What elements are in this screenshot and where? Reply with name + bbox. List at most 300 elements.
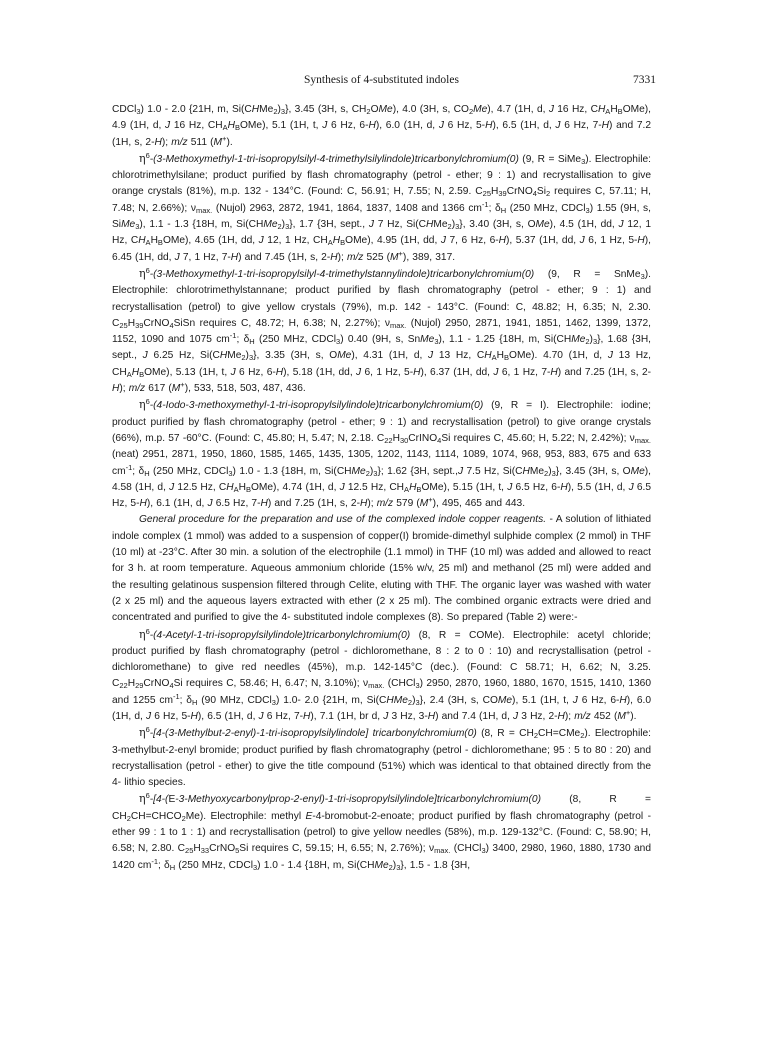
text-run: 3 [640, 271, 645, 281]
text-run: 579 ( [393, 498, 420, 510]
text-run: A [605, 107, 611, 116]
text-run: 13 Hz, CH [112, 350, 651, 378]
text-run: 3 [592, 337, 598, 347]
text-run: H [275, 366, 284, 378]
text-run: J [165, 120, 171, 132]
text-run: Me [535, 219, 550, 231]
text-run: (9, R = I). Electrophile: iodine; product purified by flash chromatography (petrol - ether; 9 : 1) and recrystallisation (petrol) to give orange crystals (66%), m.p. 57 -60°C. (Found: C, 45.80; H, 5.47; N, 2.18. C [112, 400, 651, 444]
text-run: 2 [544, 468, 549, 478]
text-run: 3 [135, 222, 140, 232]
text-run: J [339, 481, 345, 493]
text-run: H [427, 710, 436, 722]
text-run: ); [564, 710, 575, 722]
text-run: B [617, 107, 623, 116]
text-run: ), 4.7 (1H, d, [487, 104, 549, 115]
text-run: CrNO [143, 678, 170, 690]
text-run: H [154, 136, 162, 148]
text-run: 6 Hz, 5- [443, 120, 486, 132]
text-run: }, 3.45 (3H, s, CH [285, 104, 367, 115]
text-run: ); [367, 498, 377, 510]
text-run: H [386, 694, 394, 706]
text-run: 2 [241, 353, 246, 363]
text-run: J [258, 710, 264, 722]
text-run: 16 Hz, CH [170, 120, 223, 132]
text-run: ) and 7.25 (1H, s, 2- [267, 498, 360, 510]
text-run: 2 [388, 862, 393, 872]
text-run: H [219, 350, 228, 362]
text-run: 2 [277, 222, 282, 232]
text-run: 6 [145, 791, 150, 801]
text-run: CrNO [209, 843, 236, 855]
text-run: -(3-Methoxymethyl-1-tri-isopropylsilyl-4-trimethylstannylindole)tricarbonylchromium(0) [149, 268, 535, 280]
text-run: }, 3.45 (3H, s, O [555, 465, 631, 477]
text-run: Me [433, 219, 448, 231]
text-run: 6 Hz, 5- [151, 710, 191, 722]
text-run: 3 [585, 205, 590, 215]
text-run: 6 [145, 397, 150, 407]
text-run: ) [548, 465, 552, 477]
text-run: + [222, 133, 227, 143]
text-run: 25 [185, 846, 194, 856]
text-run: m/z [128, 383, 146, 395]
text-run: OMe), 4.65 (1H, dd, [162, 235, 259, 247]
page-number: 7331 [633, 74, 656, 86]
text-run: J [146, 710, 152, 722]
text-run: H [193, 843, 201, 855]
text-run: ) [281, 219, 286, 231]
text-run: CrNO [506, 186, 533, 198]
text-run: 29 [135, 681, 144, 691]
text-run: ) 1.0 - 1.3 {18H, m, Si(CH [232, 465, 352, 477]
text-run: 6, 1 Hz, 5- [584, 235, 638, 247]
text-run: - A solution of lithiated indole complex (1 mmol) was added to a suspension of copper(I) bromide-dimethyl sulphide complex (2 mmol) in THF (10 ml) at -23°C. After 30 min. a solution of the electrophile (1.1 mmol) in THF (10 ml) was added and allowed to react for 3 h. at room temperature. Aqueous ammonium chloride (15% w/v, 25 ml) and methanol (25 ml) were added and the resulting gelatinous suspension filtered through Celite, eluting with THF. The organic layer was washed with water (2 x 25 ml) and the aqueous layers extracted with ether (2 x 25 ml). The combined organic extracts were dried and concentrated and purified to give the 4- substituted indole complexes (8). So prepared (Table 2) were:- [112, 514, 651, 624]
text-run: ) [412, 694, 416, 706]
text-run: M [390, 251, 399, 263]
text-run: ; δ [179, 694, 192, 706]
text-run: }, 1.5 - 1.8 {3H, [400, 859, 471, 871]
text-run: 2 [407, 697, 413, 707]
text-run: ), 7.1 (1H, br d, [310, 710, 384, 722]
text-run: (8, R = CH [476, 728, 534, 740]
text-run: }, 2.4 (3H, s, CO [419, 694, 498, 706]
text-run: 2 [447, 222, 452, 232]
text-run: ); [119, 383, 129, 395]
text-run: η [139, 398, 146, 412]
text-run: H [131, 366, 140, 378]
text-run: H [359, 498, 368, 510]
text-run: SiSn requires C, 48.72; H, 6.38; N, 2.27%); ν [173, 317, 390, 329]
text-run: + [180, 380, 185, 390]
text-run: General procedure for the preparation and use of the complexed indole copper reagents. [139, 514, 547, 526]
text-run: H [169, 862, 176, 872]
text-run: η [139, 627, 146, 641]
text-run: H [190, 710, 198, 722]
text-run: B [245, 484, 251, 494]
paragraph [112, 397, 651, 512]
text-run: J [356, 366, 362, 378]
text-run: (8, R = CH [112, 794, 651, 822]
text-run: H [610, 104, 618, 115]
text-run: Me [529, 465, 545, 477]
text-run: B [340, 238, 346, 248]
text-run: 6, 1 Hz, 7- [498, 366, 551, 378]
text-run: H [238, 481, 246, 493]
text-run: Me [227, 350, 242, 362]
text-run: 6 Hz, 6- [235, 366, 276, 378]
text-run: η [139, 266, 146, 280]
text-run: A [126, 369, 132, 379]
text-run: OMe), 4.95 (1H, dd, [345, 235, 441, 247]
text-run: ) 1.0- 2.0 {21H, m, Si(C [275, 694, 387, 706]
text-run: H [150, 235, 158, 247]
text-run: 511 ( [187, 136, 214, 148]
text-run: B [234, 123, 240, 133]
text-run: OMe), 5.13 (1H, t, [144, 366, 231, 378]
text-run: H [522, 465, 530, 477]
text-run: ), 533, 518, 503, 487, 436. [184, 383, 306, 395]
text-run: J [174, 251, 180, 263]
text-run: + [625, 707, 631, 717]
text-run: Me [259, 104, 274, 115]
text-run: + [398, 248, 403, 258]
text-run: CH=CHCO [130, 810, 182, 822]
text-run: 4 [437, 435, 442, 445]
text-run: J [548, 104, 554, 115]
text-run: 4 [532, 189, 537, 199]
text-run: 3 [434, 337, 439, 347]
text-run: H [413, 366, 421, 378]
text-run: Me [497, 694, 513, 706]
text-run: 2 [468, 107, 474, 116]
running-header [112, 74, 656, 92]
text-run: H [227, 120, 235, 132]
text-run: B [416, 484, 422, 494]
text-run: OMe), 4.9 (1H, d, [112, 104, 651, 132]
text-run: η [139, 151, 146, 165]
text-run: J [230, 366, 236, 378]
text-run: Si [536, 186, 546, 198]
text-run: -(4-Iodo-3-methoxymethyl-1-tri-isopropylsilylindole)tricarbonylchromium(0) [149, 400, 484, 412]
text-run: 3 [136, 107, 141, 116]
text-run: ). Electrophile: chlorotrimethylsilane; product purified by flash chromatography (petrol - ether; 9 : 1) and recrystallisation to give orange crystals (81%), m.p. 132 - 134°C. (Found: C, 56.91; H, 7.55; N, 2.59. C [112, 153, 651, 198]
text-run: 3 [336, 337, 341, 347]
text-run: (8, R = COMe). Electrophile: acetyl chloride; product purified by flash chromatography (petrol - dichloromethane, 8 : 2 to 0 : 10) and recrystallisation (petrol - dichloromethane) to give red needles (45%), m.p. 142-145°C (dec.). (Found: C 58.71; H, 6.62; N, 3.25. C [112, 629, 651, 690]
text-run: B [139, 369, 145, 379]
text-run: H [249, 337, 255, 347]
text-run: 4 [169, 681, 174, 691]
text-run: M [171, 383, 181, 395]
text-run: M [213, 136, 223, 148]
text-run: ), 5.5 (1H, d, [567, 481, 629, 493]
text-run: J [513, 710, 519, 722]
text-run: 3 [228, 468, 233, 478]
text-run: B [157, 238, 163, 248]
text-run: J [628, 481, 634, 493]
text-run: H [557, 710, 565, 722]
paragraph [112, 512, 651, 626]
text-run: ) 1.0 - 1.4 {18H, m, Si(CH [257, 859, 375, 871]
text-run: ), 6.0 (1H, d, [375, 120, 439, 132]
text-run: J [607, 350, 613, 362]
text-run: (250 MHz, CDCl [175, 859, 253, 871]
text-run: ) and 7.25 (1H, s, 2- [557, 366, 652, 378]
text-run: 452 ( [590, 710, 618, 722]
text-run: 7 Hz, Si(C [373, 219, 427, 231]
text-run: ), 6.45 (1H, dd, [112, 235, 652, 263]
text-run: 2 [366, 107, 371, 116]
text-run: H [139, 498, 147, 510]
text-run: ), 4.31 (1H, d, [351, 350, 429, 362]
text-run: J [368, 219, 374, 231]
text-run: -1 [151, 856, 159, 866]
text-run: Me). Electrophile: methyl [185, 810, 306, 822]
text-run: 13 Hz, C [433, 350, 485, 362]
text-run: (90 MHz, CDCl [197, 694, 272, 706]
text-run: ), 1.1 - 1.3 {18H, m, Si(CH [139, 219, 264, 231]
text-run: 3 Hz, 2- [518, 710, 558, 722]
text-run: ; δ [158, 859, 170, 871]
text-run: M [617, 710, 626, 722]
text-run: ), 6.37 (1H, dd, [420, 366, 494, 378]
text-run: H [251, 104, 260, 115]
text-run: 2 [365, 468, 370, 478]
text-run: ) and 7.4 (1H, d, [435, 710, 514, 722]
text-run: ). [226, 136, 233, 148]
text-run: 2 [585, 337, 590, 347]
text-run: J [507, 481, 513, 493]
text-run: }, 3.40 (3H, s, O [459, 219, 536, 231]
text-run: J [457, 465, 464, 477]
text-run: 30 [399, 435, 409, 445]
text-run: J [440, 235, 446, 247]
text-run: H [484, 350, 492, 362]
text-run: ) [589, 334, 593, 346]
text-run: 6 [145, 725, 150, 735]
text-run: requires C, 57.11; H, 7.48; N, 2.66%); ν [112, 186, 651, 214]
paragraph [112, 725, 651, 791]
text-run: -1 [125, 462, 133, 472]
text-run: A [327, 238, 333, 248]
text-run: E [305, 810, 313, 822]
text-run: -1 [481, 199, 489, 209]
text-run: (250 MHz, CDCl [254, 334, 337, 346]
text-run: 6, 1 Hz, 5- [361, 366, 414, 378]
text-run: 4 [169, 320, 174, 330]
text-run: ), 4.58 (1H, d, [112, 465, 652, 493]
text-run: (250 MHz, CDCl [506, 202, 586, 214]
text-run: (Nujol) 2963, 2872, 1941, 1864, 1837, 1408 and 1366 cm [212, 202, 482, 214]
text-run: 6 Hz, 6- [577, 694, 620, 706]
text-run: 2 [580, 731, 585, 741]
text-run: ) [392, 859, 397, 871]
text-run: ); [337, 251, 347, 263]
text-run: 7.5 Hz, Si(C [463, 465, 523, 477]
text-run: Si requires C, 58.46; H, 6.47; N, 3.10%); ν [173, 678, 369, 690]
text-run: 7, 1 Hz, 7- [179, 251, 231, 263]
text-run: 33 [200, 846, 210, 856]
text-run: E [168, 794, 176, 806]
text-run: η [139, 726, 146, 740]
text-run: 12.5 Hz, CH [344, 481, 405, 493]
text-run: ), 4.5 (1H, dd, [549, 219, 619, 231]
text-run: H [127, 678, 136, 690]
text-run: ), 4.0 (3H, s, CO [392, 104, 469, 115]
text-run: 6.5 Hz, 6- [512, 481, 561, 493]
text-run: H [368, 120, 376, 132]
article-body [112, 102, 651, 874]
text-run: ), 6.5 (1H, d, [492, 120, 556, 132]
text-run: 2 [273, 107, 278, 116]
text-run: H [597, 104, 606, 115]
text-run: 16 Hz, C [553, 104, 598, 115]
text-run: H [127, 317, 136, 329]
text-run: ). Electrophile: 3-methylbut-2-enyl bromide; product purified by flash chromatography (petrol - dichloromethane; 95 : 5 to 80 : 20) and recrystallisation (petrol - ether) to give the title compound (51%) which was identical to that obtained directly from the 4- lithio species. [112, 728, 651, 789]
text-run: A [145, 238, 151, 248]
text-run: H [485, 120, 493, 132]
text-run: 12, 1 Hz, C [112, 219, 651, 247]
text-run: H [144, 468, 150, 478]
text-run: 2 [533, 731, 539, 741]
text-run: -[4-(3-Methylbut-2-enyl)-1-tri-isopropylsilylindole] tricarbonylchromium(0) [149, 728, 477, 740]
text-run: (Nujol) 2950, 2871, 1941, 1851, 1462, 1399, 1372, 1152, 1090 and 1075 cm [112, 317, 651, 346]
text-run: ) [369, 465, 374, 477]
text-run: H [330, 251, 338, 263]
text-run: Me [121, 219, 136, 231]
text-run: -(3-Methoxymethyl-1-tri-isopropylsilyl-4-trimethylsilylindole)tricarbonylchromium(0) [149, 153, 519, 165]
text-run: (CHCl [450, 843, 482, 855]
text-run: H [191, 697, 198, 707]
text-run: Me [630, 465, 645, 477]
text-run: ) [277, 104, 281, 115]
text-run: OMe), 5.15 (1H, t, [421, 481, 508, 493]
text-run: 39 [135, 320, 144, 330]
text-run: H [560, 481, 568, 493]
text-run: J [322, 120, 328, 132]
text-run: 6.5 Hz, 5- [112, 481, 651, 510]
text-run: H [496, 350, 505, 362]
text-run: Me [473, 104, 488, 115]
text-run: A [491, 353, 497, 363]
text-run: 3 [415, 681, 420, 691]
text-run: J [207, 498, 213, 510]
text-run: H [230, 251, 239, 263]
text-run: 6.25 Hz, Si(C [147, 350, 220, 362]
text-run: J [169, 481, 175, 493]
text-run: 6 Hz, 6- [327, 120, 369, 132]
paragraph [112, 266, 651, 397]
text-run: 2 [181, 813, 186, 823]
text-run: ) and 7.2 (1H, s, 2- [112, 120, 652, 148]
text-run: ) 3400, 2980, 1960, 1880, 1730 and 1420 cm [112, 843, 652, 871]
text-run: OMe), 4.74 (1H, d, [250, 481, 340, 493]
text-run: ; δ [488, 202, 501, 214]
text-run: }, 1.7 {3H, sept., [289, 219, 369, 231]
text-run: H [260, 498, 268, 510]
text-run: ; δ [132, 465, 145, 477]
text-run: 3 [551, 468, 556, 478]
text-run: ) 0.40 (9H, s, Sn [340, 334, 421, 346]
text-run: 6 Hz, 7- [263, 710, 304, 722]
text-run: ; δ [236, 334, 250, 346]
text-run: ) 2950, 2870, 1960, 1880, 1670, 1515, 1410, 1360 and 1255 cm [112, 678, 652, 706]
text-run: H [491, 186, 499, 198]
text-run: H [637, 235, 645, 247]
text-run: ) 1.0 - 2.0 {21H, m, Si(C [140, 104, 252, 115]
text-run: 25 [119, 320, 128, 330]
text-run: ), 495, 465 and 443. [432, 498, 526, 510]
text-run: J [555, 120, 561, 132]
text-run: 22 [384, 435, 393, 445]
text-run: ); [161, 136, 172, 148]
text-run: 6 [145, 150, 150, 160]
text-run: m/z [346, 251, 364, 263]
text-run: }, 3.35 (3H, s, O [253, 350, 338, 362]
text-run: ), 5.18 (1H, dd, [283, 366, 357, 378]
text-run: ), 6.0 (1H, d, [112, 694, 652, 722]
text-run: H [500, 205, 507, 215]
text-run: 2 [545, 189, 551, 199]
text-run: H [498, 235, 506, 247]
text-run: 6 [145, 626, 150, 636]
paragraph [112, 102, 651, 151]
paragraph [112, 627, 651, 726]
text-run: Me [571, 334, 586, 346]
text-run: 39 [498, 189, 507, 199]
text-run: 525 ( [363, 251, 391, 263]
text-run: 3 [285, 222, 290, 232]
text-run: CH=CMe [538, 728, 581, 740]
text-run: max. [195, 205, 213, 215]
text-run: J [618, 219, 624, 231]
text-run: ) 1.55 (9H, s, Si [112, 202, 651, 231]
text-run: ), 5.37 (1H, dd, [506, 235, 580, 247]
text-run: Me [337, 350, 352, 362]
text-run: ) and 7.45 (1H, s, 2- [238, 251, 331, 263]
text-run: + [428, 495, 433, 505]
text-run: 6 Hz, 7- [560, 120, 602, 132]
text-run: J [258, 235, 264, 247]
text-run: 22 [119, 681, 128, 691]
text-run: m/z [171, 136, 188, 148]
text-run: 12, 1 Hz, CH [263, 235, 328, 247]
text-run: H [112, 383, 120, 395]
text-run: 7, 6 Hz, 6- [445, 235, 499, 247]
text-run: (9, R = SnMe [534, 268, 641, 280]
text-run: OMe), 5.1 (1H, t, [240, 120, 323, 132]
text-run: M [419, 498, 429, 510]
text-run: Me [351, 465, 366, 477]
text-run: 3 [373, 468, 378, 478]
text-run: max. [368, 681, 385, 691]
text-run: m/z [574, 710, 591, 722]
text-run: H [226, 481, 234, 493]
text-run: H [138, 235, 146, 247]
text-run: J [438, 120, 444, 132]
text-run: OMe). 4.70 (1H, d, [509, 350, 608, 362]
text-run: CrNO [143, 317, 170, 329]
text-run: }, 1.68 {3H, sept., [112, 334, 652, 362]
text-run: 3 [271, 697, 276, 707]
text-run: -3-Methyoxycarbonylprop-2-enyl)-1-tri-isopropylsilylindole]tricarbonylchromium(0) [175, 794, 541, 806]
text-run: (neat) 2951, 2871, 1950, 1860, 1585, 1465, 1435, 1305, 1202, 1143, 1114, 1089, 1074, 968, 953, 883, 675 and 633 cm [112, 449, 651, 477]
text-run: J [383, 710, 389, 722]
text-run: 6.5 Hz, 7- [212, 498, 261, 510]
text-run: 3 [248, 353, 254, 363]
text-run: 3 [581, 156, 586, 166]
text-run: -4-bromobut-2-enoate; product purified by flash chromatography (petrol - ether 99 : 1 to 1 : 1) and recrystallisation (petrol) to give yellow needles (58%), m.p. 129-132°C. (Found: C, 58.90; H, 6.58; N, 2.80. C [112, 810, 651, 855]
text-run: ) [245, 350, 249, 362]
text-run: (CHCl [384, 678, 416, 690]
